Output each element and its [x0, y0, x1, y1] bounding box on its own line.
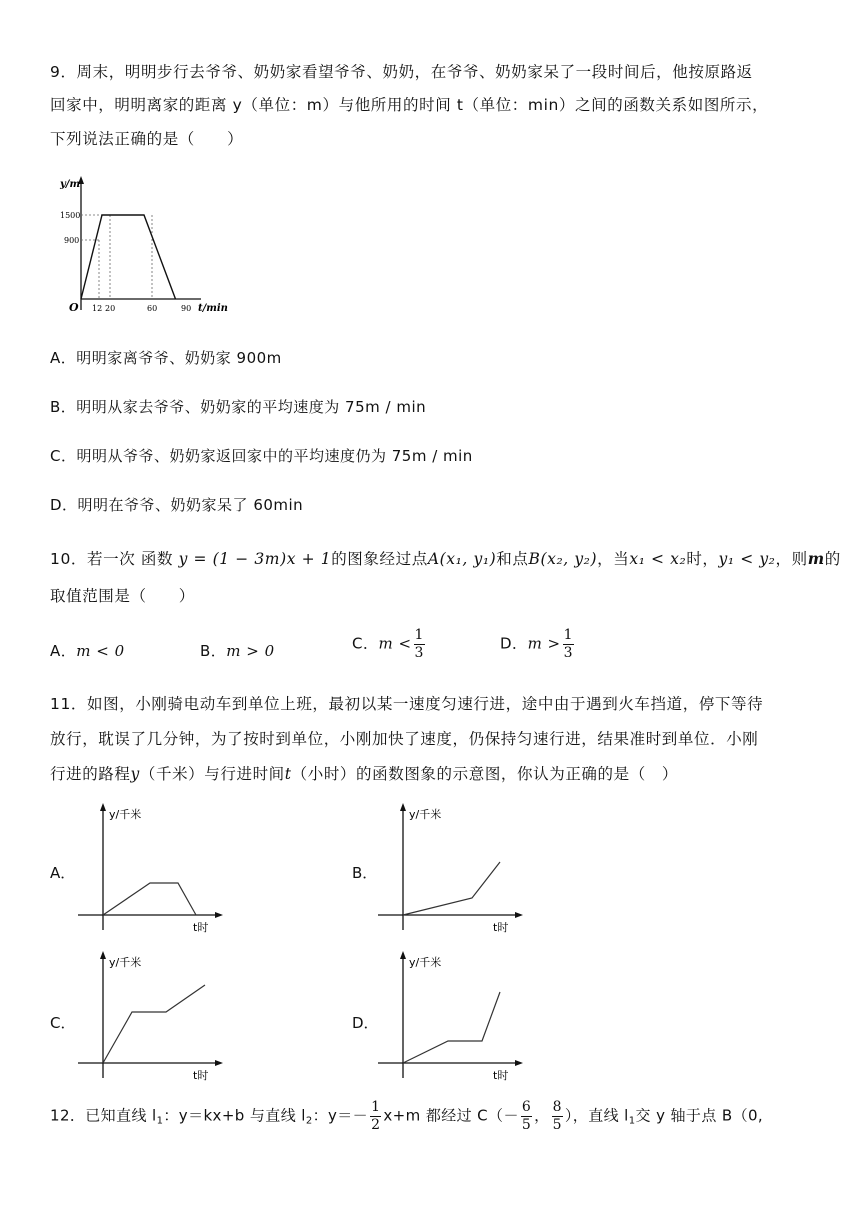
q10-text-of: 的 — [824, 550, 841, 568]
q11-a-x-label: t时 — [193, 921, 209, 934]
q12-part3: ：y＝－ — [312, 1106, 369, 1125]
q9-text-line1: 9．周末，明明步行去爷爷、奶奶家看望爷爷、奶奶，在爷爷、奶奶家呆了一段时间后，他按原路返 — [50, 63, 753, 81]
q10-option-c-fraction — [414, 628, 425, 660]
q11-c-curve — [103, 985, 205, 1063]
q9-y-axis-label: y/m — [60, 179, 81, 190]
q11-c-y-label: y/千米 — [109, 956, 142, 969]
q12-fraction-c-y — [552, 1100, 563, 1132]
q9-option-b[interactable]: B．明明从家去爷爷、奶奶家的平均速度为 75m / min — [50, 398, 427, 416]
q12-f3-den: 5 — [552, 1116, 562, 1133]
q9-graph — [55, 170, 245, 320]
q9-xtick-20: 20 — [105, 304, 116, 313]
q10-option-d-rel: m > — [527, 634, 561, 653]
q11-var-y: y — [130, 765, 140, 783]
q12-sub1: 1 — [156, 1115, 164, 1127]
q10-option-d-num: 1 — [563, 627, 574, 643]
q10-option-c-den: 3 — [414, 644, 424, 661]
q10-option-a-label: A． — [50, 642, 77, 660]
q12-text-line1 — [50, 1100, 763, 1132]
q9-option-c[interactable]: C．明明从爷爷、奶奶家返回家中的平均速度仍为 75m / min — [50, 447, 473, 465]
q9-ytick-1500: 1500 — [60, 211, 81, 220]
q10-text-then: ，则 — [775, 550, 808, 568]
q11-d-x-label: t时 — [493, 1069, 509, 1082]
q10-option-b-label: B． — [200, 642, 227, 660]
q11-graph-b[interactable] — [370, 798, 530, 938]
q10-option-b[interactable] — [200, 640, 275, 661]
q12-fraction-c-x — [521, 1100, 532, 1132]
q11-c-y-arrow — [100, 951, 106, 959]
q11-b-y-label: y/千米 — [409, 808, 442, 821]
q10-condition-y: y₁ < y₂ — [718, 550, 776, 568]
q11-a-y-arrow — [100, 803, 106, 811]
q12-f3-num: 8 — [552, 1099, 562, 1115]
q11-option-a-label[interactable]: A． — [50, 864, 76, 882]
q12-part5: ， — [534, 1106, 550, 1125]
q11-option-c-label[interactable]: C． — [50, 1014, 76, 1032]
q9-xtick-60: 60 — [147, 304, 158, 313]
q9-option-a[interactable]: A．明明家离爷爷、奶奶家 900m — [50, 349, 282, 367]
q9-origin-label: O — [69, 301, 79, 314]
q10-option-c-num: 1 — [414, 627, 424, 643]
q12-part6: ），直线 l — [564, 1106, 629, 1125]
q11-a-y-label: y/千米 — [109, 808, 142, 821]
q9-option-d[interactable]: D．明明在爷爷、奶奶家呆了 60min — [50, 496, 304, 514]
q11-d-y-label: y/千米 — [409, 956, 442, 969]
q10-option-a-value: m < 0 — [76, 642, 125, 660]
q10-option-c-label: C． — [352, 634, 379, 653]
q11-b-y-arrow — [400, 803, 406, 811]
q11-option-d-label[interactable]: D． — [352, 1014, 379, 1032]
q11-text-distance: 行进的路程 — [50, 765, 131, 783]
q11-a-curve — [103, 883, 196, 915]
q9-ytick-900: 900 — [64, 236, 80, 245]
q9-text-line2: 回家中，明明离家的距离 y（单位：m）与他所用的时间 t（单位：min）之间的函数关系如图所示， — [50, 96, 769, 114]
q11-c-x-label: t时 — [193, 1069, 209, 1082]
q10-option-b-value: m > 0 — [226, 642, 275, 660]
q10-text-line1 — [50, 547, 841, 569]
q11-d-y-arrow — [400, 951, 406, 959]
q12-f2-num: 6 — [521, 1099, 532, 1115]
q10-option-d[interactable] — [500, 628, 576, 660]
q10-option-d-den: 3 — [563, 644, 574, 661]
q10-option-c[interactable] — [352, 628, 427, 660]
q12-f2-den: 5 — [521, 1116, 532, 1133]
q11-c-x-arrow — [215, 1060, 223, 1066]
q11-text-line1: 11．如图，小刚骑电动车到单位上班，最初以某一速度匀速行进，途中由于遇到火车挡道，停下等待 — [50, 695, 764, 713]
q11-b-curve — [403, 862, 500, 915]
q11-var-t: t — [284, 765, 292, 783]
q12-sub2: 2 — [305, 1115, 313, 1127]
q12-sub3: 1 — [628, 1115, 636, 1127]
q11-text-km: （千米）与行进时间 — [139, 765, 285, 783]
q9-xtick-90: 90 — [181, 304, 192, 313]
q12-f1-den: 2 — [371, 1116, 381, 1133]
q11-a-x-arrow — [215, 912, 223, 918]
q12-part2: ：y＝kx+b 与直线 l — [163, 1106, 306, 1125]
q11-b-x-arrow — [515, 912, 523, 918]
q10-option-c-rel: m < — [378, 634, 412, 653]
q11-text-hours: （小时）的函数图象的示意图，你认为正确的是（ ） — [291, 765, 679, 783]
q12-part7: 交 y 轴于点 B（0, — [635, 1106, 764, 1125]
q10-point-b: B(x₂, y₂) — [528, 550, 598, 568]
q11-graph-a[interactable] — [70, 798, 230, 938]
q12-part4: x+m 都经过 C（－ — [383, 1106, 519, 1125]
q9-distance-line — [81, 215, 176, 299]
q10-variable-m: m — [807, 549, 825, 568]
q10-option-a[interactable] — [50, 640, 125, 661]
q12-part1: 12．已知直线 l — [50, 1106, 157, 1125]
q9-x-axis-label: t/min — [198, 303, 228, 314]
q11-d-curve — [403, 992, 500, 1063]
q11-b-x-label: t时 — [493, 921, 509, 934]
q10-function: y = (1 − 3m)x + 1 — [178, 550, 332, 568]
q10-text-time: 时， — [686, 550, 719, 568]
q11-graph-d[interactable] — [370, 946, 530, 1086]
q10-prefix: 10．若一次 函数 — [50, 550, 174, 568]
q9-text-line3: 下列说法正确的是（ ） — [50, 130, 244, 148]
q9-xtick-12: 12 — [92, 304, 103, 313]
q10-text-and: 和点 — [496, 550, 529, 568]
q12-fraction-half — [370, 1100, 381, 1132]
q11-text-line3 — [50, 762, 678, 784]
q12-f1-num: 1 — [371, 1099, 381, 1115]
q11-text-line2: 放行，耽误了几分钟，为了按时到单位，小刚加快了速度，仍保持匀速行进，结果准时到单位．小刚 — [50, 730, 759, 748]
q10-point-a: A(x₁, y₁) — [427, 550, 497, 568]
q11-graph-c[interactable] — [70, 946, 230, 1086]
q10-text-pass: 的图象经过点 — [331, 550, 428, 568]
q10-option-d-label: D． — [500, 634, 528, 653]
q10-condition-x: x₁ < x₂ — [629, 550, 687, 568]
q10-option-d-fraction — [563, 628, 574, 660]
q10-text-when: ，当 — [597, 550, 630, 568]
q10-text-line2: 取值范围是（ ） — [50, 587, 195, 605]
q11-option-b-label[interactable]: B． — [352, 864, 378, 882]
q11-d-x-arrow — [515, 1060, 523, 1066]
